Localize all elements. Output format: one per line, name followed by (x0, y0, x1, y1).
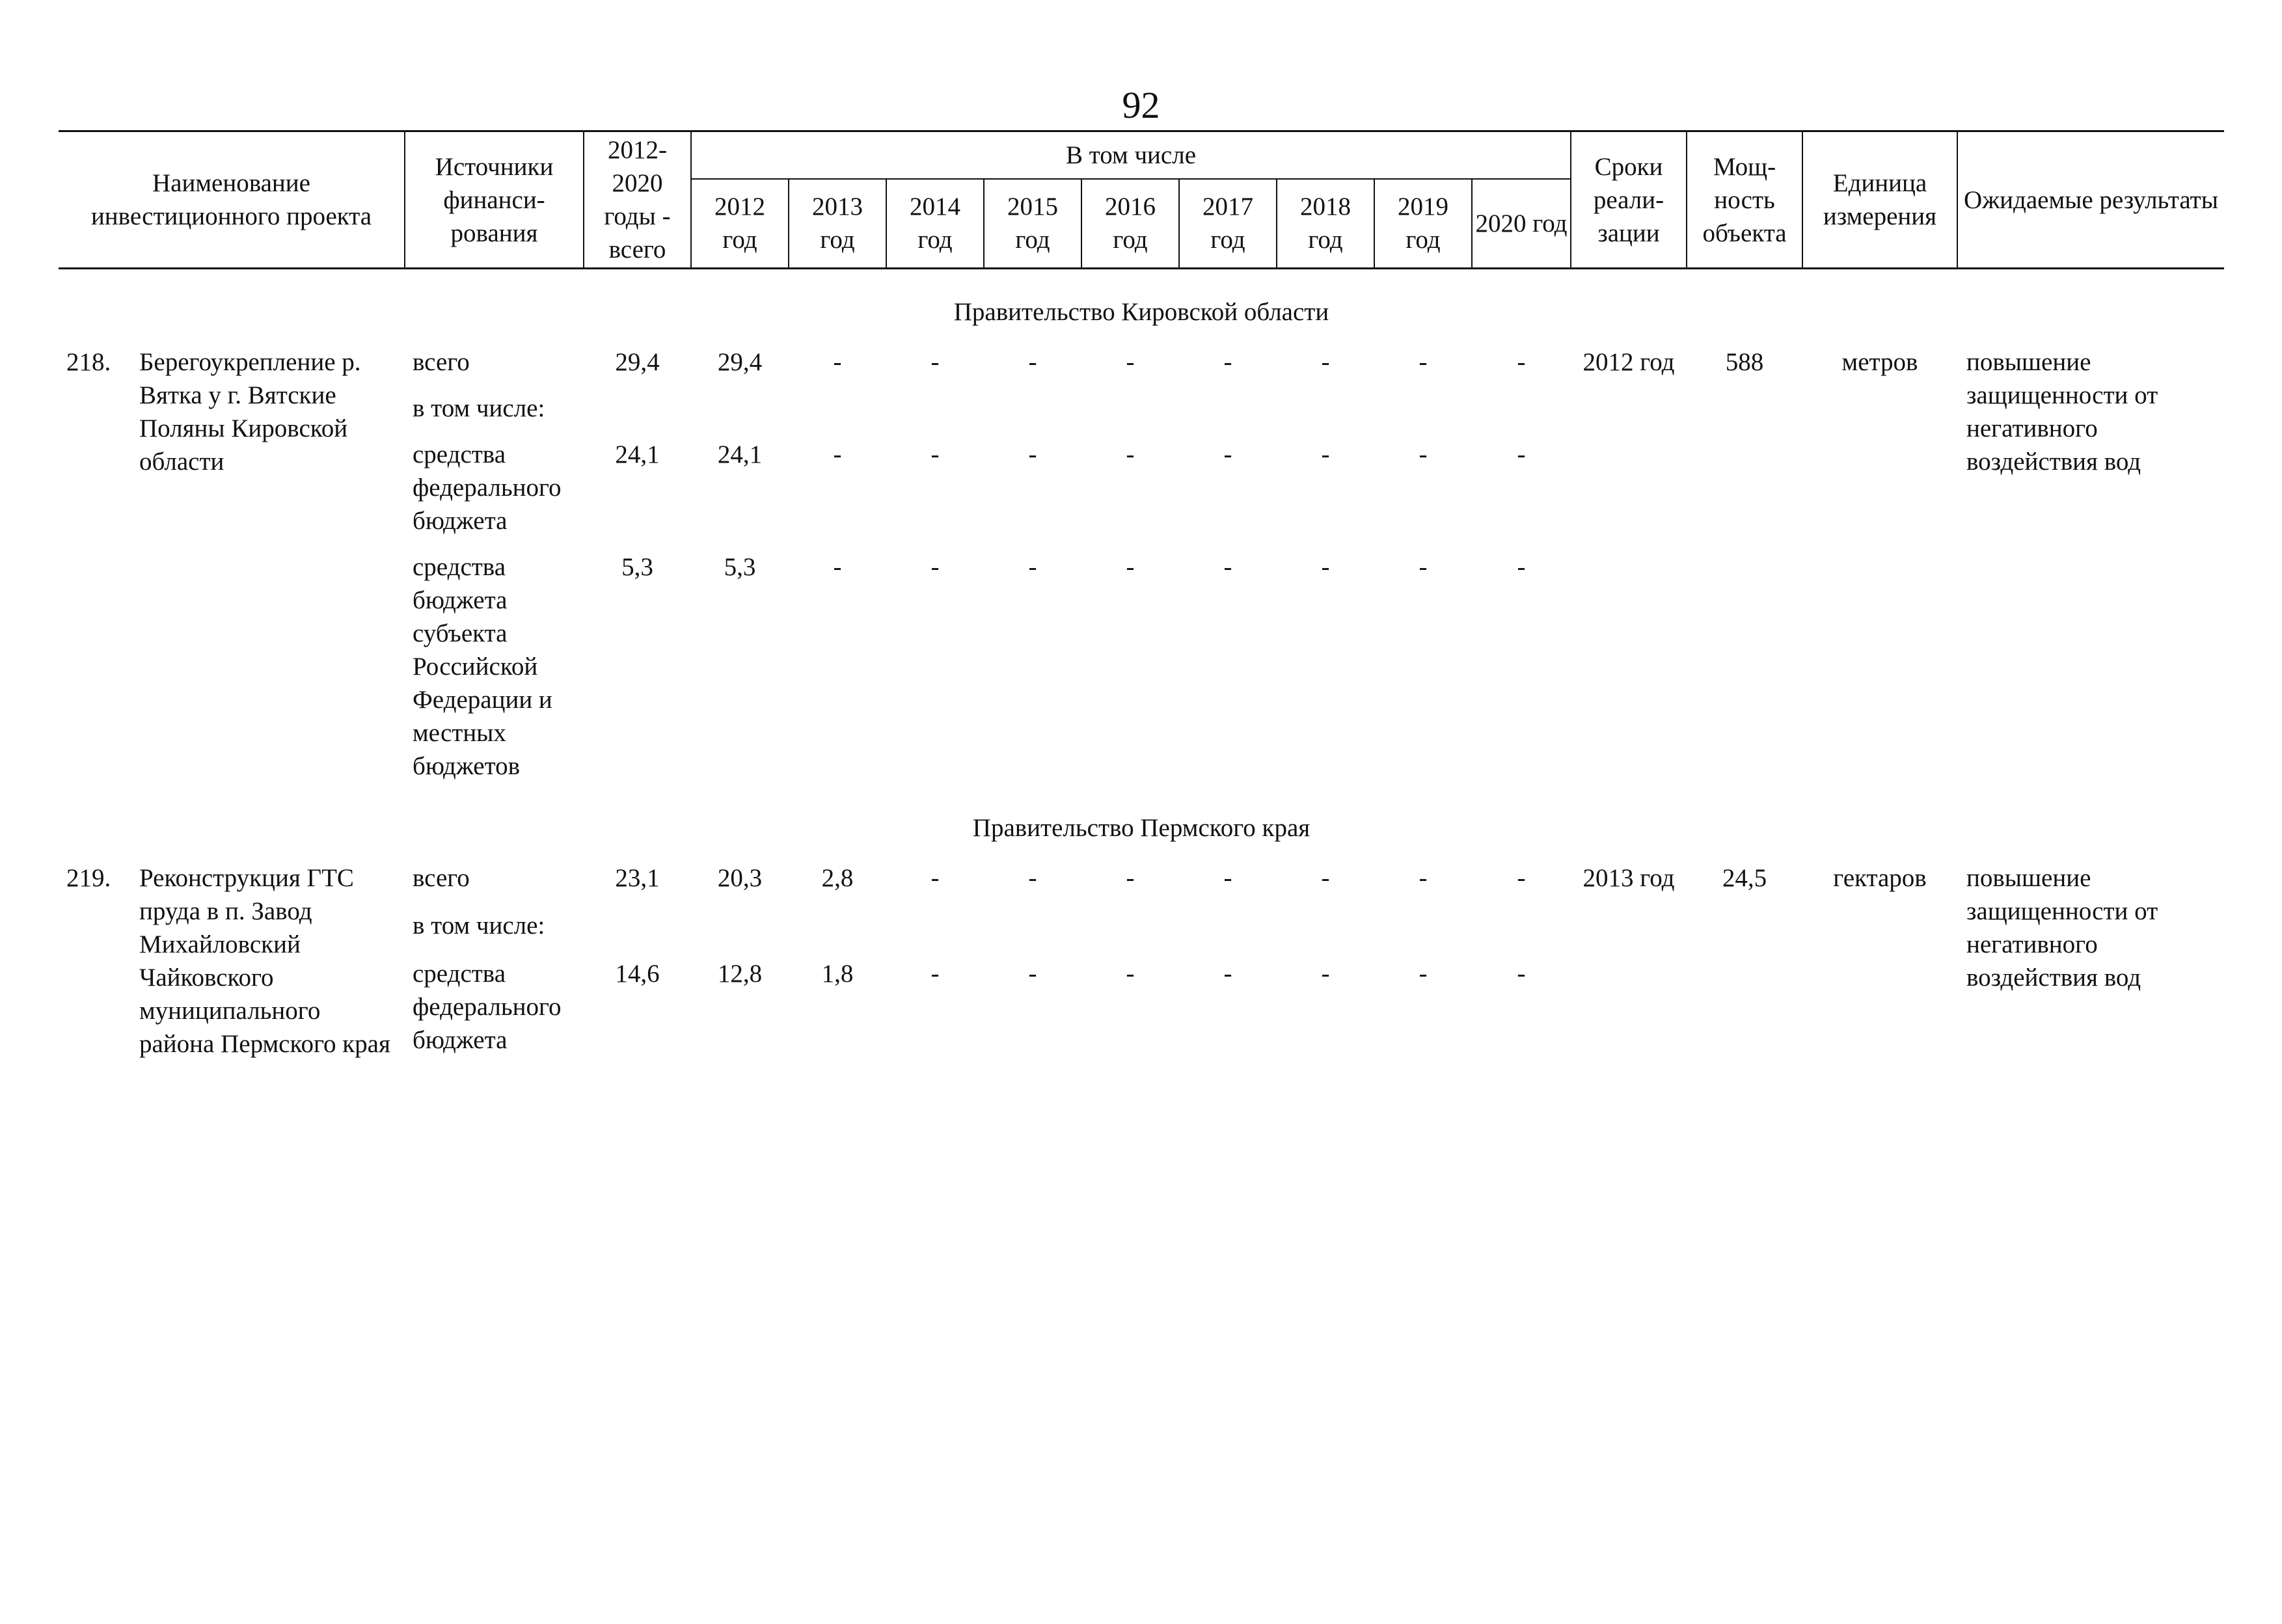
result-cell: повышение защищенности от негативного воздействия вод (1966, 864, 2158, 992)
year-cell: - (1028, 959, 1037, 988)
year-cell: - (1126, 348, 1135, 376)
year-cell: 2,8 (821, 864, 854, 892)
header-year: 2018 год (1277, 179, 1374, 269)
project-cell (59, 851, 405, 1063)
year-cell: - (1028, 440, 1037, 468)
year-cell: - (1321, 864, 1330, 892)
header-year: 2015 год (984, 179, 1081, 269)
year-cell: - (1517, 348, 1526, 376)
project-name: Реконструкция ГТС пруда в п. Завод Михайловский Чайковского муниципального района Пермского края (139, 864, 390, 1058)
year-cell: - (1419, 553, 1428, 581)
year-cell: - (1028, 348, 1037, 376)
year-cell: 5,3 (724, 553, 756, 581)
year-cell: - (930, 440, 940, 468)
source-cell: средства федерального бюджета (413, 959, 562, 1054)
header-project-name: Наименование инвестиционного проекта (90, 169, 372, 230)
total-cell: 24,1 (615, 440, 660, 468)
total-cell: 14,6 (615, 959, 660, 988)
term-cell: 2012 год (1582, 348, 1675, 376)
header-year: 2019 год (1374, 179, 1472, 269)
year-cell: - (1223, 864, 1232, 892)
investment-projects-table (59, 130, 2224, 1063)
total-cell: 29,4 (615, 348, 660, 376)
table-row (59, 335, 2224, 381)
year-cell: - (1419, 959, 1428, 988)
header-year: 2014 год (886, 179, 984, 269)
project-number: 219. (66, 864, 111, 892)
year-cell: - (930, 959, 940, 988)
year-cell: - (1126, 959, 1135, 988)
header-year: 2013 год (789, 179, 886, 269)
section-title: Правительство Кировской области (953, 298, 1329, 326)
year-cell: 24,1 (717, 440, 763, 468)
year-cell: - (1419, 440, 1428, 468)
year-cell: - (1028, 553, 1037, 581)
header-year: 2012 год (691, 179, 789, 269)
year-cell: - (1321, 959, 1330, 988)
project-number: 218. (66, 348, 111, 376)
year-cell: - (1126, 440, 1135, 468)
page-number: 92 (1122, 84, 1160, 126)
header-capacity: Мощ-ность объекта (1687, 131, 1802, 269)
year-cell: - (833, 440, 842, 468)
year-cell: - (1517, 959, 1526, 988)
year-cell: 12,8 (717, 959, 763, 988)
year-cell: - (1028, 864, 1037, 892)
capacity-cell: 24,5 (1722, 864, 1767, 892)
year-cell: - (1223, 553, 1232, 581)
year-cell: - (1517, 553, 1526, 581)
year-cell: - (1223, 348, 1232, 376)
year-cell: - (1419, 864, 1428, 892)
unit-cell: метров (1841, 348, 1918, 376)
source-cell: в том числе: (413, 912, 545, 940)
unit-cell: гектаров (1833, 864, 1927, 892)
source-cell: в том числе: (413, 394, 545, 422)
year-cell: - (1223, 440, 1232, 468)
header-total: 2012-2020 годы - всего (584, 131, 691, 269)
year-cell: - (930, 348, 940, 376)
header-results: Ожидаемые результаты (1957, 131, 2224, 269)
year-cell: - (1517, 440, 1526, 468)
header-sources: Источники финанси-рования (405, 131, 584, 269)
year-cell: 29,4 (717, 348, 763, 376)
capacity-cell: 588 (1725, 348, 1764, 376)
header-year: 2020 год (1472, 179, 1571, 269)
source-cell: всего (413, 864, 470, 892)
year-cell: - (1419, 348, 1428, 376)
year-cell: - (1517, 864, 1526, 892)
header-year: 2016 год (1081, 179, 1179, 269)
total-cell: 23,1 (615, 864, 660, 892)
year-cell: 1,8 (821, 959, 854, 988)
year-cell: - (930, 864, 940, 892)
year-cell: - (1321, 348, 1330, 376)
table-row (59, 851, 2224, 899)
year-cell: - (833, 348, 842, 376)
year-cell: - (833, 553, 842, 581)
result-cell: повышение защищенности от негативного воздействия вод (1966, 348, 2158, 476)
source-cell: средства бюджета субъекта Российской Федерации и местных бюджетов (413, 553, 552, 780)
year-cell: - (1223, 959, 1232, 988)
year-cell: - (1321, 553, 1330, 581)
year-cell: - (1126, 553, 1135, 581)
year-cell: - (930, 553, 940, 581)
term-cell: 2013 год (1582, 864, 1675, 892)
header-year: 2017 год (1179, 179, 1277, 269)
source-cell: всего (413, 348, 470, 376)
header-including: В том числе (691, 131, 1571, 179)
year-cell: 20,3 (717, 864, 763, 892)
project-name: Берегоукрепление р. Вятка у г. Вятские Поляны Кировской области (139, 348, 361, 476)
year-cell: - (1321, 440, 1330, 468)
header-terms: Сроки реали-зации (1571, 131, 1687, 269)
project-cell (59, 335, 405, 785)
source-cell: средства федерального бюджета (413, 440, 562, 535)
year-cell: - (1126, 864, 1135, 892)
section-title: Правительство Пермского края (972, 814, 1311, 842)
total-cell: 5,3 (621, 553, 653, 581)
header-unit: Единица измерения (1802, 131, 1957, 269)
